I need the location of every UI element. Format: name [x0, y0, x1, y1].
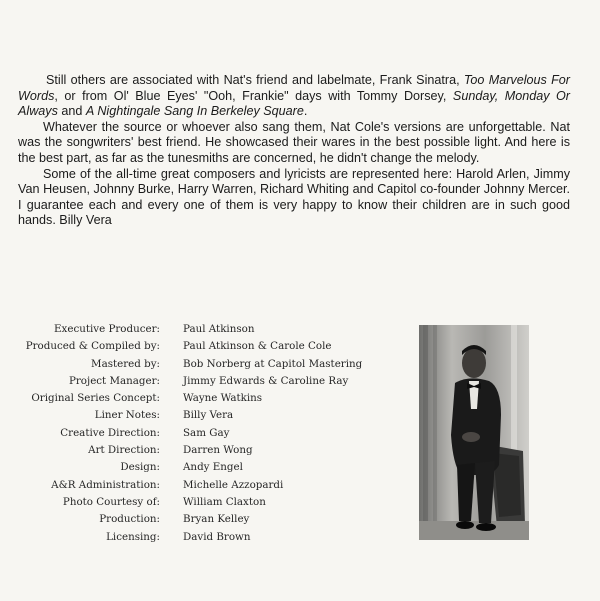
credit-row: [0, 461, 400, 478]
song-title-nightingale: A Nightingale Sang In Berkeley Square: [85, 104, 304, 119]
credits-list: [0, 323, 400, 548]
credit-row: [0, 444, 400, 461]
credit-row: [0, 427, 400, 444]
credit-row: [0, 496, 400, 513]
credit-name: Bryan Kelley: [183, 513, 250, 526]
credit-role: Executive Producer:: [54, 323, 160, 335]
credit-role: A&R Administration:: [51, 478, 160, 491]
credit-row: [0, 340, 400, 357]
credit-role: Original Series Concept:: [31, 392, 160, 405]
credit-name: David Brown: [183, 530, 251, 543]
credit-role: Liner Notes:: [94, 409, 160, 422]
credit-row: [0, 392, 400, 409]
credit-role: Art Direction:: [88, 444, 160, 457]
credit-name: Darren Wong: [183, 444, 253, 457]
portrait-photo: [419, 325, 529, 540]
credit-row: [0, 358, 400, 375]
credit-name: Michelle Azzopardi: [183, 478, 284, 491]
paragraph-1: [18, 73, 570, 120]
credit-role: Creative Direction:: [60, 426, 160, 439]
p1-text-1: Still others are associated with Nat's friend and labelmate, Frank Sinatra,: [46, 73, 464, 87]
credit-row: [0, 479, 400, 496]
credit-row: [0, 513, 400, 530]
p1-text-2: , or from Ol' Blue Eyes' "Ooh, Frankie" days with Tommy Dorsey,: [54, 88, 453, 103]
liner-notes-text: [18, 73, 570, 229]
song-title-too-marvelous: Too Marvelous For Words: [18, 73, 570, 103]
credit-role: Photo Courtesy of:: [62, 495, 160, 508]
credit-name: Paul Atkinson & Carole Cole: [183, 340, 332, 353]
credit-name: Billy Vera: [183, 409, 234, 422]
credit-row: [0, 531, 400, 548]
p1-text-4: .: [303, 104, 308, 119]
credit-name: William Claxton: [183, 495, 266, 508]
credit-name: Wayne Watkins: [183, 392, 263, 405]
credit-name: Paul Atkinson: [183, 323, 255, 335]
credit-name: Jimmy Edwards & Caroline Ray: [183, 374, 349, 387]
credit-name: Sam Gay: [183, 426, 230, 439]
credit-role: Licensing:: [106, 530, 160, 543]
credit-row: [0, 375, 400, 392]
credit-name: Bob Norberg at Capitol Mastering: [183, 357, 363, 370]
portrait-photo-image: [419, 325, 529, 540]
paragraph-3: Some of the all-time great composers and lyricists are represented here: Harold Arlen, Jimmy Van Heusen, Johnny Burke, Harry Warren, Richard Whiting and Capitol co-founder Johnny Mercer. I guarantee each and every one of them is very happy to know their children are in such good hands. Billy Vera: [18, 166, 570, 228]
credit-row: [0, 323, 400, 340]
p1-text-3: and: [57, 104, 86, 119]
paragraph-2: Whatever the source or whoever also sang them, Nat Cole's versions are unforgettable. Nat was the songwriters' best friend. He showcased their wares in the best possible light. And here is the best part, as far as the tunesmiths are concerned, he didn't change the melody.: [18, 119, 570, 165]
song-title-sunday-monday: Sunday, Monday Or Always: [18, 88, 570, 119]
credit-role: Project Manager:: [68, 374, 160, 387]
credit-role: Production:: [99, 513, 160, 526]
credit-name: Andy Engel: [183, 461, 243, 474]
credit-role: Produced & Compiled by:: [25, 340, 160, 353]
credit-role: Design:: [120, 461, 160, 474]
credit-role: Mastered by:: [91, 357, 160, 370]
credit-row: [0, 409, 400, 426]
